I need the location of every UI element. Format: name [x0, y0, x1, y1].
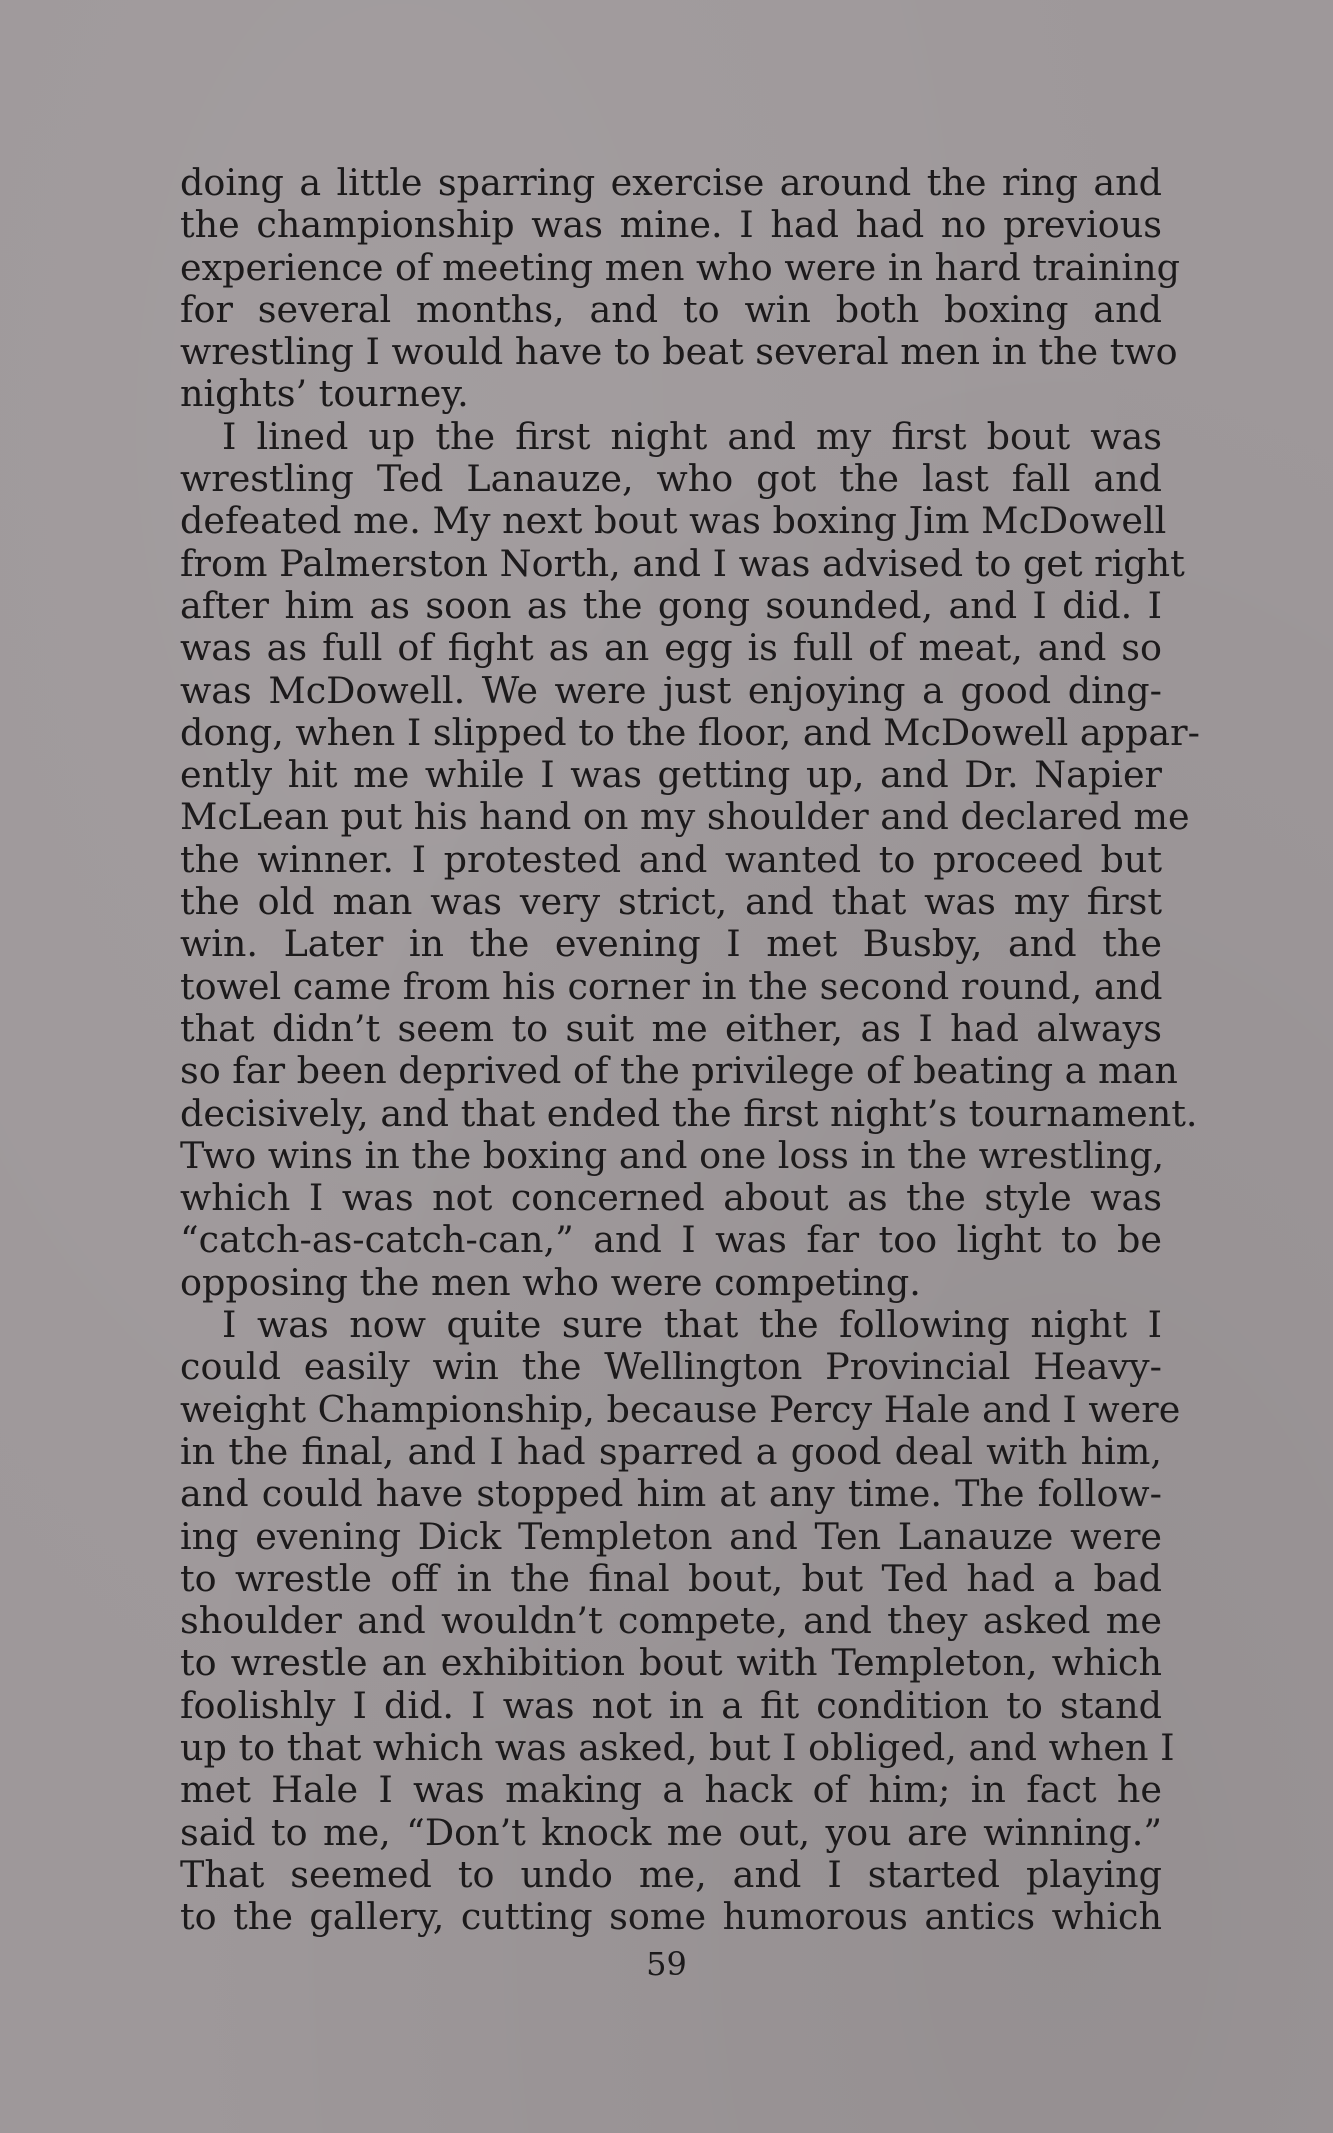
text-line: I was now quite sure that the following night I	[222, 1303, 1162, 1347]
text-line: win. Later in the evening I met Busby, and the	[180, 922, 1162, 966]
text-line: foolishly I did. I was not in a fit condition to stand	[180, 1683, 1162, 1727]
text-line: to wrestle off in the final bout, but Ted had a bad	[180, 1556, 1162, 1600]
text-line: which I was not concerned about as the style was	[180, 1176, 1162, 1220]
text-line: after him as soon as the gong sounded, and I did. I	[180, 583, 1162, 627]
text-line: I lined up the first night and my first bout was	[222, 414, 1162, 458]
text-line: in the final, and I had sparred a good deal with him,	[180, 1429, 1162, 1473]
text-line: dong, when I slipped to the floor, and McDowell appar-	[180, 710, 1200, 754]
text-line: wrestling I would have to beat several men in the two	[180, 330, 1178, 374]
text-line: was McDowell. We were just enjoying a good ding-	[180, 668, 1162, 712]
text-line: “catch-as-catch-can,” and I was far too light to be	[180, 1218, 1162, 1262]
page-number: 59	[646, 1945, 687, 1983]
text-line: opposing the men who were competing.	[180, 1260, 921, 1304]
text-line: was as full of fight as an egg is full of meat, and so	[180, 626, 1162, 670]
text-line: said to me, “Don’t knock me out, you are winning.”	[180, 1810, 1162, 1854]
text-line: ently hit me while I was getting up, and Dr. Napier	[180, 753, 1162, 797]
text-line: That seemed to undo me, and I started playing	[180, 1852, 1162, 1896]
text-line: the winner. I protested and wanted to proceed but	[180, 837, 1162, 881]
text-line: decisively, and that ended the first night’s tournament.	[180, 1091, 1198, 1135]
text-line: from Palmerston North, and I was advised to get right	[180, 541, 1185, 585]
text-line: weight Championship, because Percy Hale and I were	[180, 1387, 1181, 1431]
text-line: met Hale I was making a hack of him; in fact he	[180, 1768, 1162, 1812]
text-line: the old man was very strict, and that was my first	[180, 880, 1162, 924]
text-line: that didn’t seem to suit me either, as I had always	[180, 1006, 1162, 1050]
text-line: ing evening Dick Templeton and Ten Lanauze were	[180, 1514, 1162, 1558]
text-line: the championship was mine. I had had no previous	[180, 203, 1162, 247]
text-line: wrestling Ted Lanauze, who got the last fall and	[180, 457, 1162, 501]
text-line: experience of meeting men who were in hard training	[180, 245, 1180, 289]
body-text	[180, 161, 1200, 1939]
text-line: Two wins in the boxing and one loss in the wrestling,	[180, 1133, 1165, 1177]
text-line: towel came from his corner in the second round, and	[180, 964, 1163, 1008]
text-line: defeated me. My next bout was boxing Jim McDowell	[180, 499, 1167, 543]
text-line: McLean put his hand on my shoulder and declared me	[180, 795, 1190, 839]
text-line: doing a little sparring exercise around the ring and	[180, 161, 1162, 204]
text-line: to the gallery, cutting some humorous antics which	[180, 1895, 1162, 1939]
text-line: to wrestle an exhibition bout with Templeton, which	[180, 1641, 1162, 1685]
text-line: and could have stopped him at any time. The follow-	[180, 1472, 1162, 1516]
text-line: could easily win the Wellington Provincial Heavy-	[180, 1345, 1162, 1389]
text-line: nights’ tourney.	[180, 372, 469, 416]
text-line: for several months, and to win both boxing and	[180, 287, 1162, 331]
text-line: so far been deprived of the privilege of beating a man	[180, 1049, 1178, 1093]
text-line: up to that which was asked, but I obliged, and when I	[180, 1725, 1175, 1769]
text-line: shoulder and wouldn’t compete, and they asked me	[180, 1599, 1162, 1643]
